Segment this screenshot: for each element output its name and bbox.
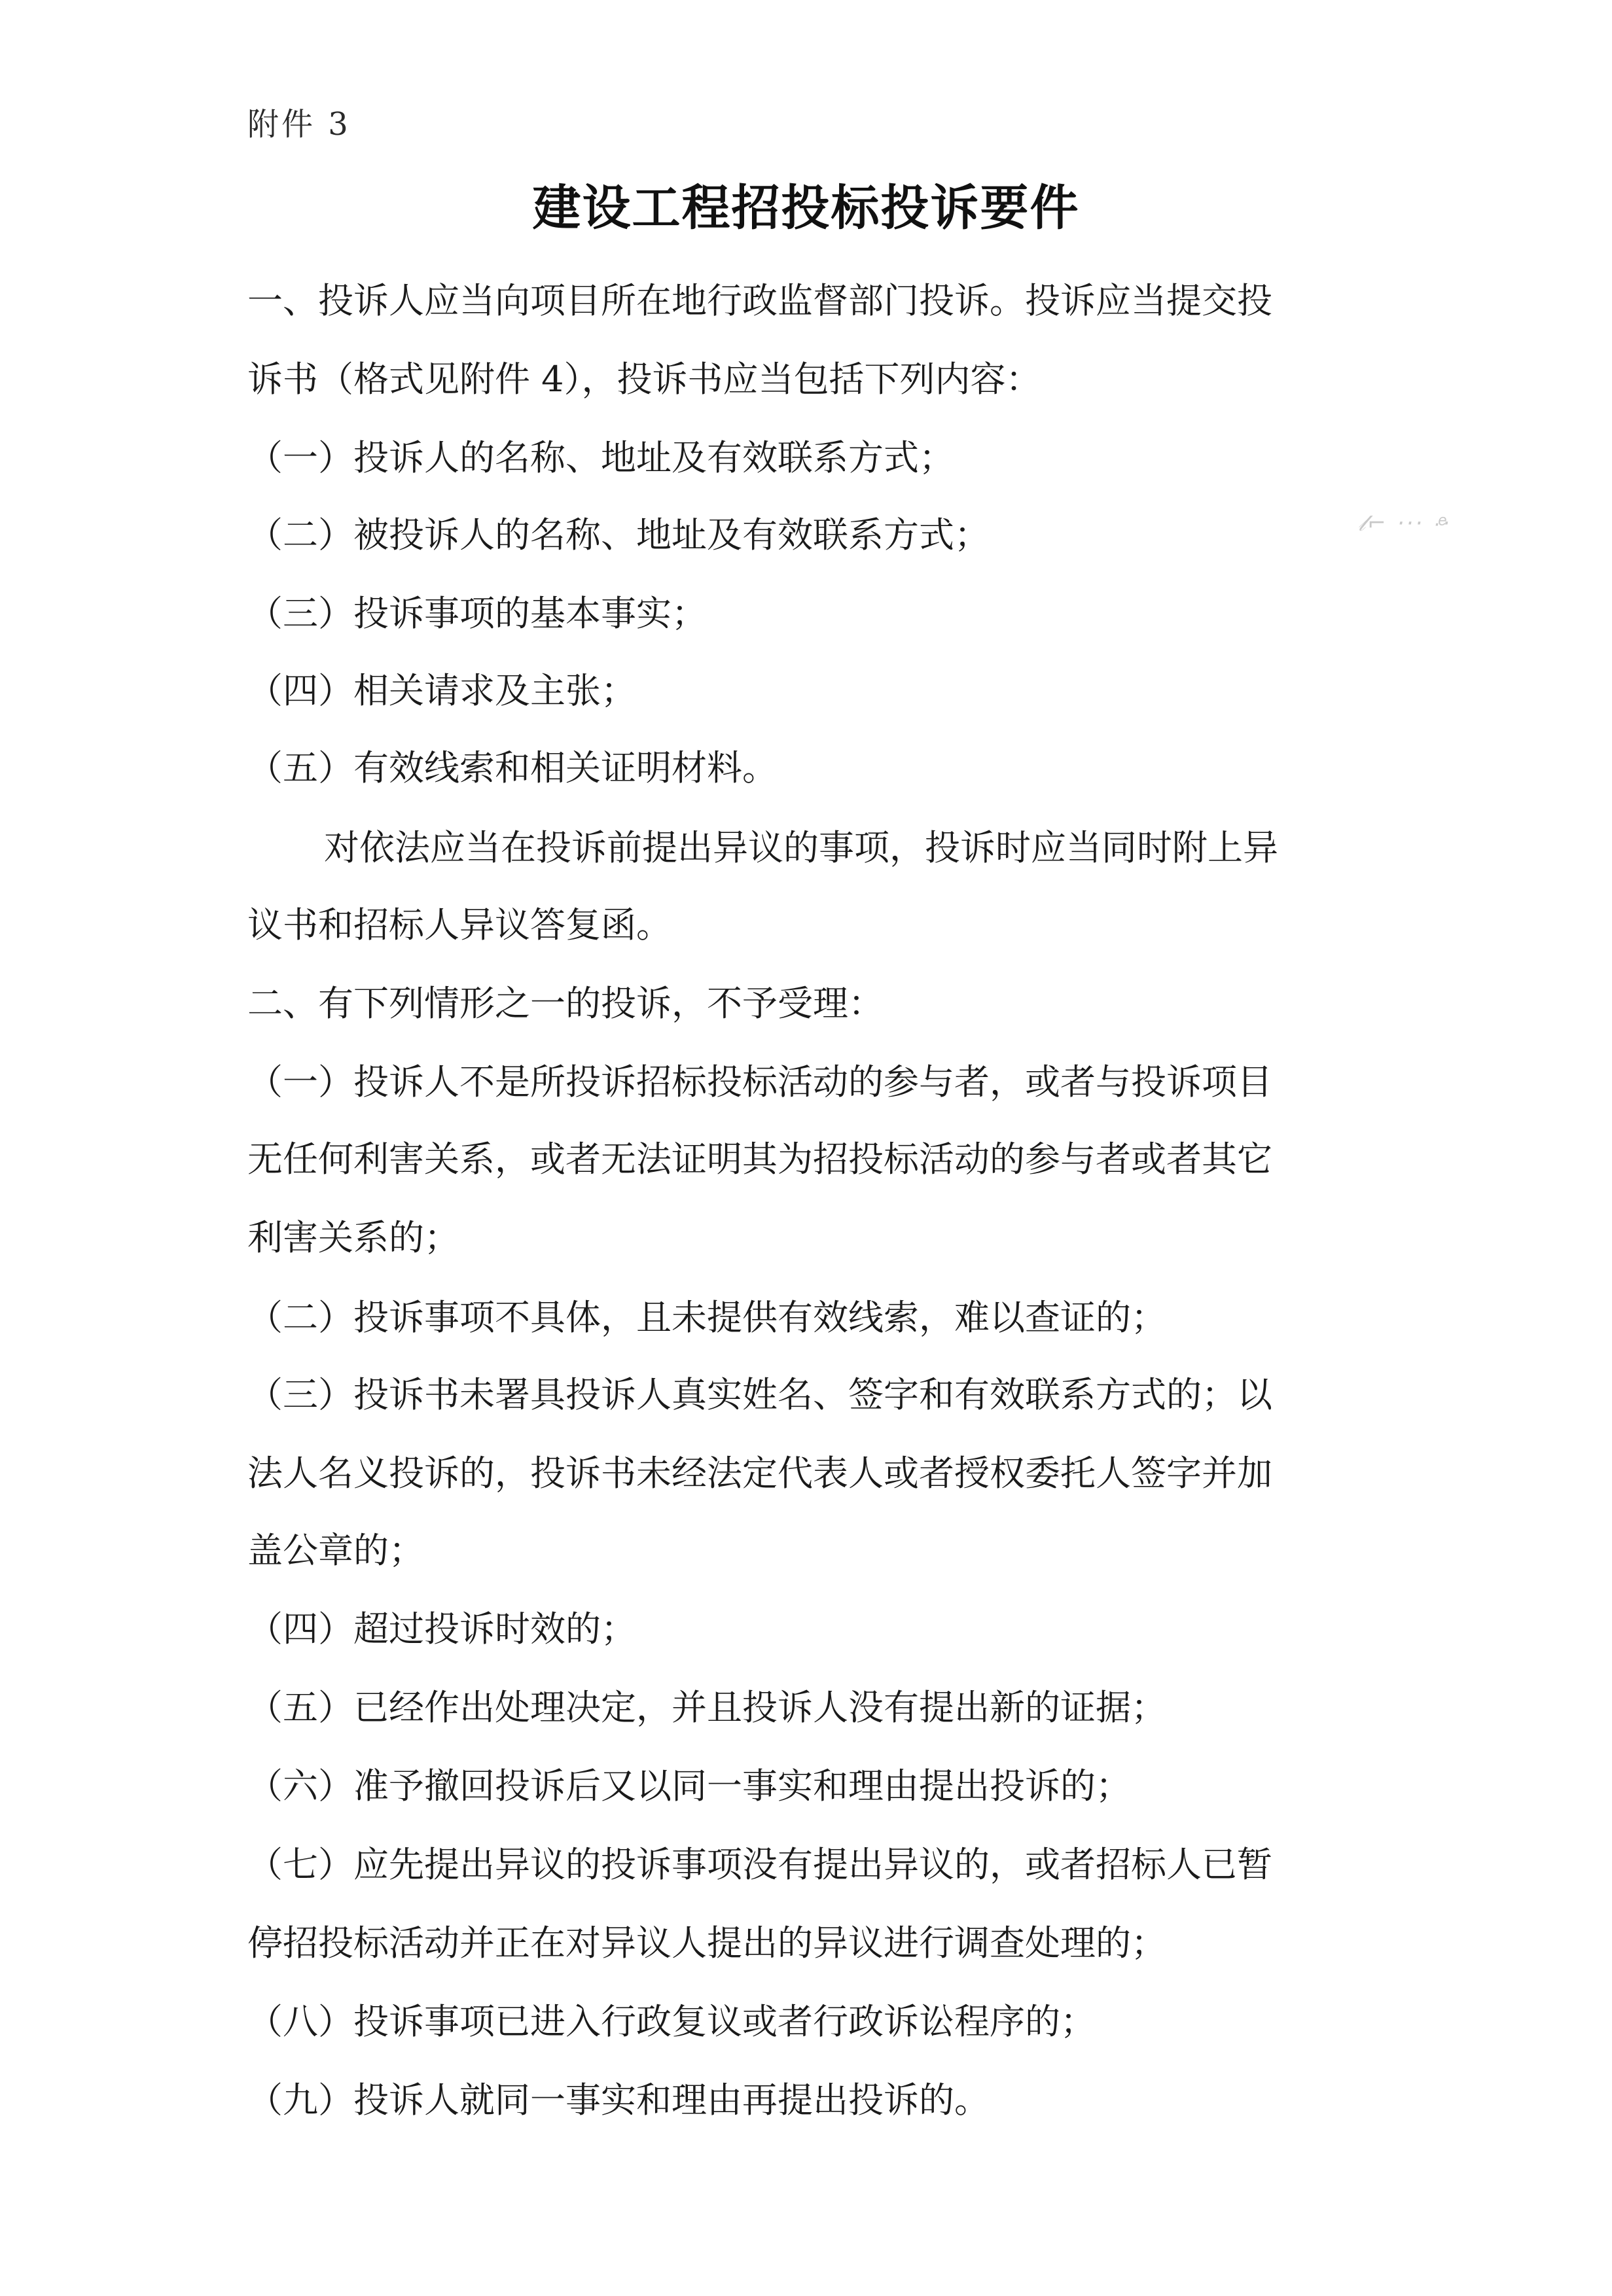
text-line: 议书和招标人异议答复函。 [247, 904, 672, 945]
text-line: （五）已经作出处理决定，并且投诉人没有提出新的证据； [247, 1687, 1166, 1728]
text-line: （九）投诉人就同一事实和理由再提出投诉的。 [247, 2079, 990, 2121]
attachment-label: 附件 3 [247, 106, 351, 143]
text-line: （三）投诉书未署具投诉人真实姓名、签字和有效联系方式的；以 [247, 1374, 1272, 1415]
faint-mark: 𝓁⌐ ··· ·ͤ· [1358, 510, 1452, 537]
text-line: （一）投诉人的名称、地址及有效联系方式； [247, 437, 954, 478]
text-line: 利害关系的； [247, 1217, 459, 1258]
text-line: （八）投诉事项已进入行政复议或者行政诉讼程序的； [247, 2001, 1096, 2042]
text-line: 停招投标活动并正在对异议人提出的异议进行调查处理的； [247, 1922, 1166, 1964]
text-line: （二）被投诉人的名称、地址及有效联系方式； [247, 514, 990, 556]
text-line: （二）投诉事项不具体，且未提供有效线索，难以查证的； [247, 1297, 1166, 1338]
text-line: （一）投诉人不是所投诉招标投标活动的参与者，或者与投诉项目 [247, 1061, 1272, 1103]
text-line: （四）超过投诉时效的； [247, 1608, 636, 1650]
text-line: （六）准予撤回投诉后又以同一事实和理由提出投诉的； [247, 1765, 1131, 1807]
text-line: （五）有效线索和相关证明材料。 [247, 747, 778, 788]
text-line: 诉书（格式见附件 4），投诉书应当包括下列内容： [247, 359, 1041, 400]
text-line: 盖公章的； [247, 1530, 424, 1571]
text-line: （三）投诉事项的基本事实； [247, 593, 707, 634]
text-line: （四）相关请求及主张； [247, 670, 636, 711]
text-line: 无任何利害关系，或者无法证明其为招投标活动的参与者或者其它 [247, 1139, 1272, 1180]
text-line: 一、投诉人应当向项目所在地行政监督部门投诉。投诉应当提交投 [247, 280, 1272, 321]
text-line: 二、有下列情形之一的投诉，不予受理： [247, 983, 884, 1024]
document-title: 建设工程招投标投诉要件 [532, 180, 1080, 236]
text-line: 对依法应当在投诉前提出异议的事项，投诉时应当同时附上异 [324, 827, 1278, 868]
text-line: 法人名义投诉的，投诉书未经法定代表人或者授权委托人签字并加 [247, 1453, 1272, 1494]
text-line: （七）应先提出异议的投诉事项没有提出异议的，或者招标人已暂 [247, 1844, 1272, 1885]
